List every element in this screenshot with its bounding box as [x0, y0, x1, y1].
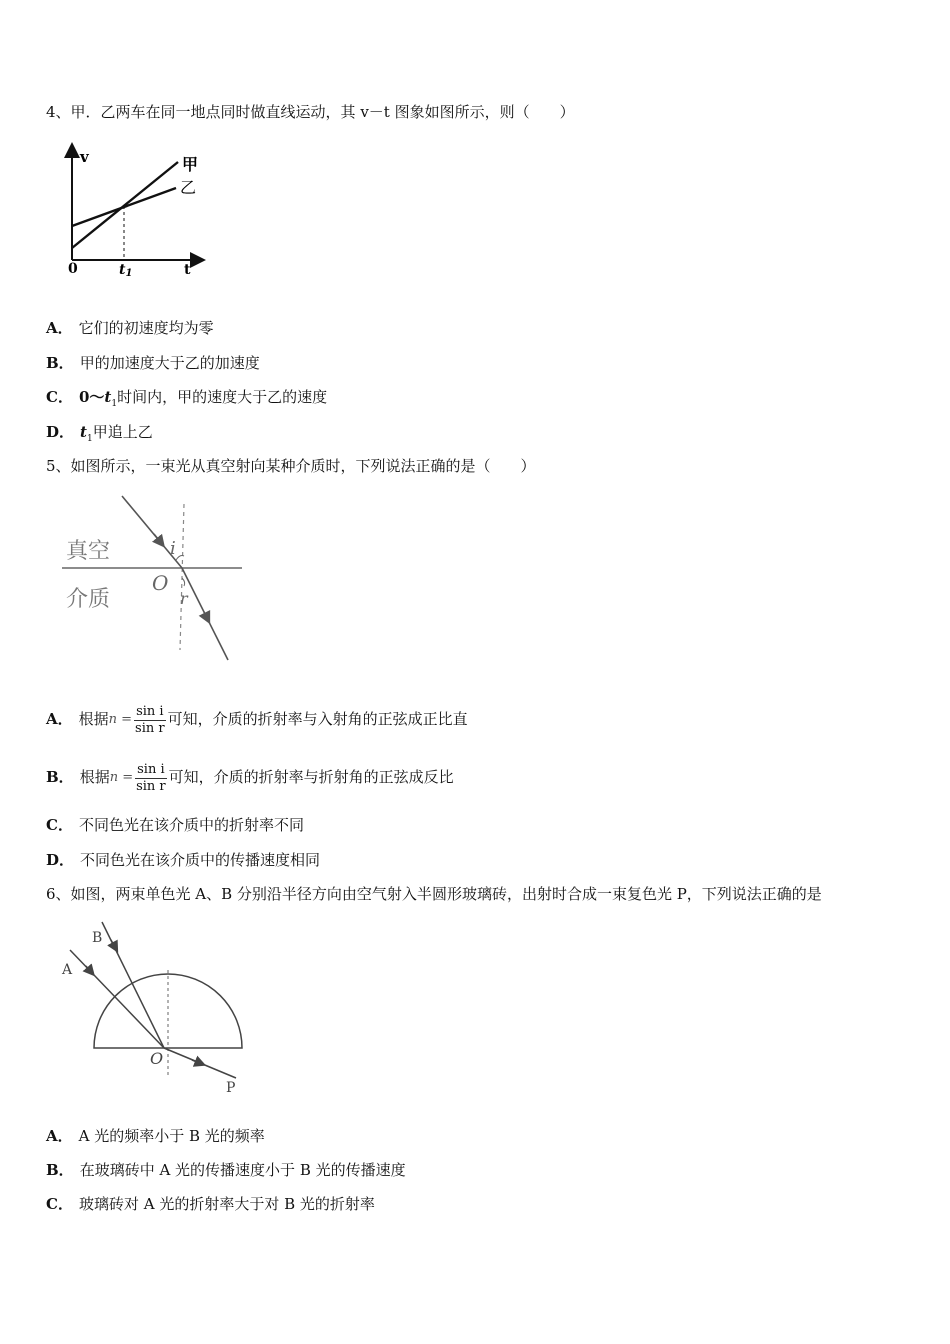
refracted-arrow	[204, 612, 208, 620]
line-jia	[72, 162, 178, 248]
ray-p-arrow	[192, 1060, 202, 1064]
q5-option-b[interactable]: B． 根据n = $\frac{\text{sin i}}{\text{sin r}}$ 可知，介质的折射率与折射角的正弦成反比	[46, 761, 454, 794]
label-a: A	[62, 962, 73, 978]
r-label: r	[180, 589, 188, 608]
q5-option-d[interactable]: D． 不同色光在该介质中的传播速度相同	[46, 851, 321, 869]
origin-label: 0	[68, 261, 78, 277]
q4-stem: 4、甲．乙两车在同一地点同时做直线运动，其 v－t 图象如图所示，则（ ）	[46, 103, 575, 121]
i-label: i	[170, 538, 176, 559]
q4-option-d[interactable]: D． $t_1$甲追上乙	[46, 423, 153, 444]
q6-semicircle-figure	[56, 918, 256, 1098]
q5-option-c[interactable]: C． 不同色光在该介质中的折射率不同	[46, 816, 304, 834]
q6-option-b[interactable]: B． 在玻璃砖中 A 光的传播速度小于 B 光的传播速度	[46, 1161, 406, 1179]
t-label: t	[184, 262, 191, 278]
q4-option-c[interactable]: C． $0\sim t_1$时间内，甲的速度大于乙的速度	[46, 388, 328, 409]
medium-label: 介质	[66, 587, 111, 612]
q4-option-a[interactable]: A． 它们的初速度均为零	[46, 319, 214, 337]
fraction-sin: $\frac{\text{sin i}}{\text{sin r}}$	[136, 761, 166, 794]
yi-label: 乙	[180, 178, 197, 197]
label-b: B	[92, 930, 103, 946]
ray-a-arrow	[86, 966, 92, 973]
label-o: O	[150, 1049, 164, 1068]
normal-line	[180, 504, 184, 650]
fraction-sin: $\frac{\text{sin i}}{\text{sin r}}$	[135, 703, 165, 736]
label-p: P	[226, 1080, 236, 1096]
q4-vt-graph	[60, 140, 210, 280]
ray-a	[70, 950, 164, 1048]
q6-option-a[interactable]: A． A 光的频率小于 B 光的频率	[46, 1127, 265, 1145]
o-label: O	[152, 571, 169, 595]
t1-label: t1	[119, 262, 133, 279]
angle-i-arc	[176, 556, 184, 561]
q5-refraction-figure	[58, 490, 248, 670]
jia-label: 甲	[182, 155, 199, 174]
v-label: v	[80, 148, 89, 166]
q4-option-b[interactable]: B． 甲的加速度大于乙的加速度	[46, 354, 260, 372]
ray-b-arrow	[111, 940, 116, 949]
vacuum-label: 真空	[66, 539, 111, 564]
incident-arrow	[154, 534, 162, 544]
q6-stem: 6、如图，两束单色光 A、B 分别沿半径方向由空气射入半圆形玻璃砖，出射时合成一束复色光 P，下列说法正确的是	[46, 885, 822, 903]
q5-stem: 5、如图所示，一束光从真空射向某种介质时，下列说法正确的是（ ）	[46, 457, 536, 475]
q6-option-c[interactable]: C． 玻璃砖对 A 光的折射率大于对 B 光的折射率	[46, 1195, 375, 1213]
q5-option-a[interactable]: A． 根据n = $\frac{\text{sin i}}{\text{sin r}}$ 可知，介质的折射率与入射角的正弦成正比直	[46, 703, 468, 736]
